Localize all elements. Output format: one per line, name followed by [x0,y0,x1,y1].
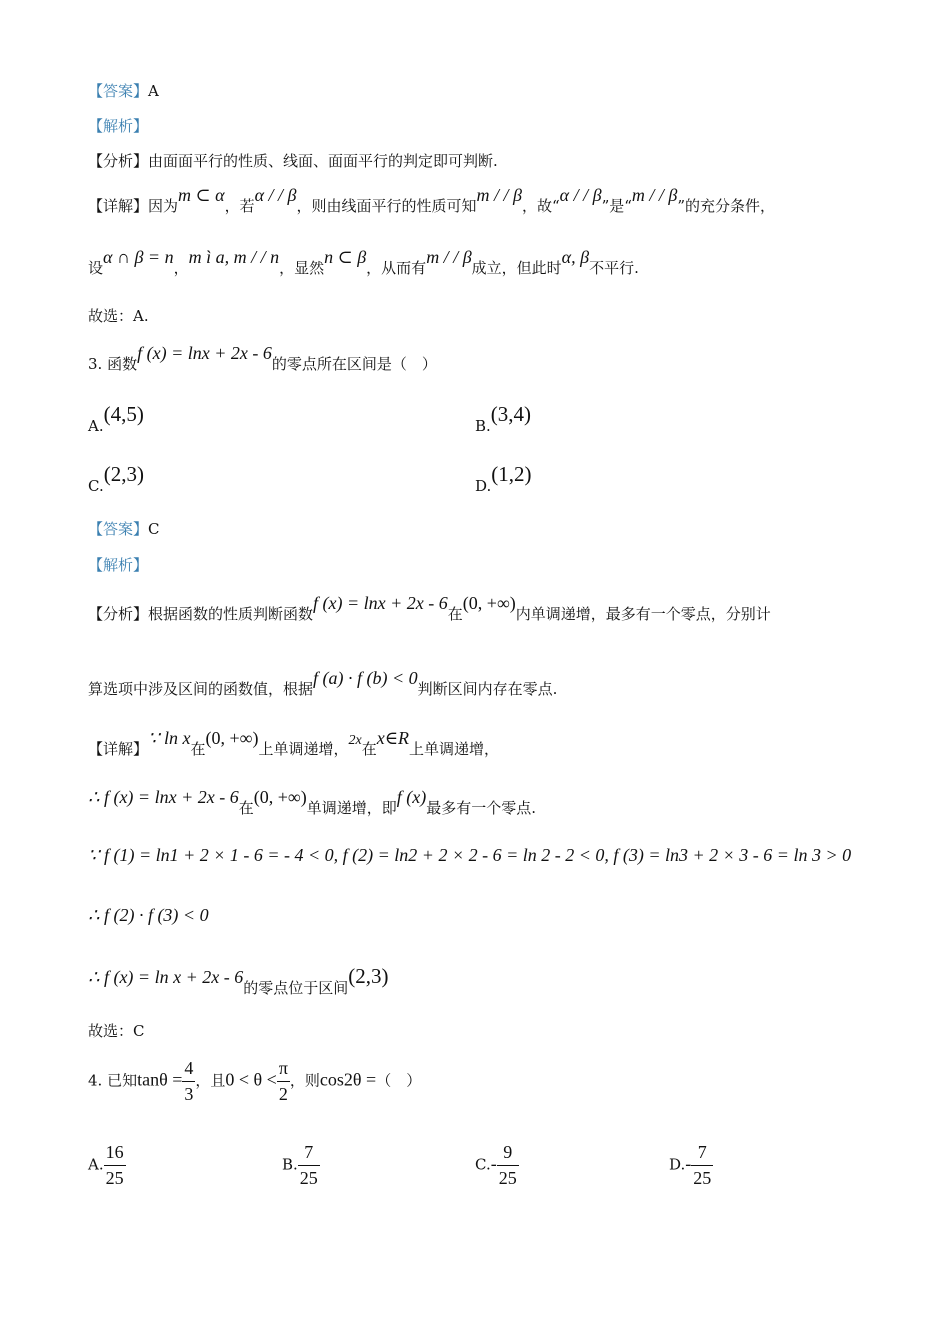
math-expr: 0 < θ < [225,1069,277,1090]
denominator: 25 [299,1168,318,1188]
q2-detail-line-1 [88,185,776,215]
denominator: 25 [693,1168,712,1188]
math-expr: m ì a, m / / n [188,247,280,267]
math-expr: (0, +∞) [205,728,259,748]
q3-stem [88,343,437,373]
text: （ ） [376,1071,422,1090]
option-label: B. [282,1155,298,1174]
fenxi-tag: 【分析】 [88,152,149,170]
text: ”的充分条件， [677,197,776,215]
denominator: 3 [184,1084,194,1104]
text: 最多有一个零点. [426,799,536,817]
q2-detail-line-2 [88,247,639,277]
option-label: D. [669,1155,686,1174]
numerator: 9 [497,1142,519,1166]
option-value: (2,3) [103,462,144,486]
text: 算选项中涉及区间的函数值，根据 [88,680,314,698]
text: 在 [190,740,206,758]
q4-option-b [282,1142,320,1189]
fraction [277,1058,290,1105]
fraction [497,1142,519,1189]
numerator: 7 [298,1142,320,1166]
option-label: A. [88,1155,104,1174]
numerator: 7 [691,1142,713,1166]
math-expr: tanθ = [137,1069,183,1090]
minus-sign: - [685,1153,692,1174]
q3-choice-line [88,1024,144,1039]
q4-option-d [669,1142,713,1189]
q3-detail-line-3 [88,846,851,864]
math-expr: f (x) = lnx + 2x - 6 [313,593,448,613]
denominator: 25 [498,1168,517,1188]
q3-analysis-line [88,558,148,573]
option-value: (1,2) [491,462,532,486]
math-expr: m / / β [476,185,522,205]
numerator: π [277,1058,290,1082]
text: 因为 [148,197,179,215]
q3-option-a [88,402,144,435]
math-expr: ∵ f (1) = ln1 + 2 × 1 - 6 = - 4 < 0, f (2) = ln2 + 2 × 2 - 6 = ln 2 - 2 < 0, f (3) = ln3 + 2 × 3 - 6 = ln 3 > 0 [88,845,852,865]
analysis-tag: 【解析】 [88,556,149,574]
text: 在 [447,605,463,623]
math-expr: (0, +∞) [462,593,516,613]
denominator: 2 [278,1084,288,1104]
text: 3. 函数 [88,355,138,373]
text: 的零点所在区间是（ ） [271,355,437,373]
fraction [691,1142,713,1189]
fraction [298,1142,320,1189]
q4-stem [88,1058,421,1105]
fenxi-tag: 【分析】 [88,605,149,623]
fenxi-text: 由面面平行的性质、线面、面面平行的判定即可判断. [148,152,498,170]
math-expr: ∴ f (x) = ln x + 2x - 6 [88,967,244,987]
text: ，若 [224,197,255,215]
q3-fenxi-line-2 [88,668,558,698]
detail-tag: 【详解】 [88,197,149,215]
math-expr: α, β [561,247,590,267]
math-expr: 2x [348,733,362,748]
answer-tag: 【答案】 [88,520,149,538]
math-expr: f (x) [396,787,427,807]
option-label: A. [88,417,104,435]
q3-fenxi-line-1 [88,593,771,623]
text: ，则 [289,1071,320,1090]
math-expr: α / / β [254,185,297,205]
text: 的零点位于区间 [243,979,349,997]
text: ， [173,259,189,277]
text: 成立，但此时 [471,259,562,277]
math-expr: f (x) = lnx + 2x - 6 [137,343,272,363]
text: ，从而有 [366,259,427,277]
q3-option-c [88,462,144,495]
answer-value: A [148,82,159,100]
q3-option-b [475,402,532,435]
text: 内单调递增，最多有一个零点，分别计 [515,605,771,623]
text: ，则由线面平行的性质可知 [296,197,477,215]
math-expr: α ∩ β = n [103,247,174,267]
q3-option-d [475,462,532,495]
text: 在 [238,799,254,817]
answer-tag: 【答案】 [88,82,149,100]
numerator: 16 [104,1142,126,1166]
minus-sign: - [490,1153,497,1174]
text: ”是“ [601,197,632,215]
q2-fenxi-line [88,154,498,169]
text: 单调递增，即 [306,799,397,817]
math-expr: α / / β [559,185,602,205]
math-expr: cos2θ = [319,1069,377,1090]
option-value: (3,4) [490,402,532,426]
math-expr: f (a) · f (b) < 0 [313,668,418,688]
q3-answer-line [88,522,160,537]
math-expr: n ⊂ β [324,247,367,267]
text: 不平行. [589,259,639,277]
text: ，显然 [279,259,325,277]
choice-text: 故选：A. [88,307,149,325]
text: 根据函数的性质判断函数 [148,605,314,623]
math-expr: x∈R [376,728,410,748]
option-label: B. [475,417,491,435]
answer-value: C [148,520,160,538]
math-expr: m / / β [631,185,678,205]
option-value: (4,5) [103,402,144,426]
text: 判断区间内存在零点. [417,680,558,698]
option-label: C. [88,477,104,495]
option-label: D. [475,477,492,495]
math-expr: (2,3) [348,964,389,988]
detail-tag: 【详解】 [88,740,149,758]
q3-detail-line-4 [88,906,209,924]
q2-choice-line [88,309,149,324]
text: 上单调递增， [258,740,349,758]
math-expr: (0, +∞) [253,787,307,807]
q2-answer-line [88,84,159,99]
math-expr: ∴ f (2) · f (3) < 0 [88,905,209,925]
fraction [104,1142,126,1189]
q4-option-a [88,1142,126,1189]
q3-detail-line-5 [88,964,389,997]
text: 4. 已知 [88,1071,138,1090]
q2-analysis-line [88,119,148,134]
q4-option-c [475,1142,519,1189]
text: 在 [361,740,377,758]
q3-detail-line-2 [88,787,536,817]
math-expr: m ⊂ α [178,185,225,205]
text: ，故“ [521,197,560,215]
math-expr: m / / β [426,247,472,267]
math-expr: ∵ ln x [148,728,191,748]
text: ，且 [195,1071,226,1090]
option-label: C. [475,1155,491,1174]
choice-text: 故选：C [88,1022,145,1040]
math-expr: ∴ f (x) = lnx + 2x - 6 [88,787,239,807]
denominator: 25 [105,1168,124,1188]
analysis-tag: 【解析】 [88,117,149,135]
q3-detail-line-1 [88,728,500,758]
numerator: 4 [182,1058,195,1082]
text: 设 [88,259,104,277]
text: 上单调递增， [409,740,500,758]
fraction [182,1058,195,1105]
